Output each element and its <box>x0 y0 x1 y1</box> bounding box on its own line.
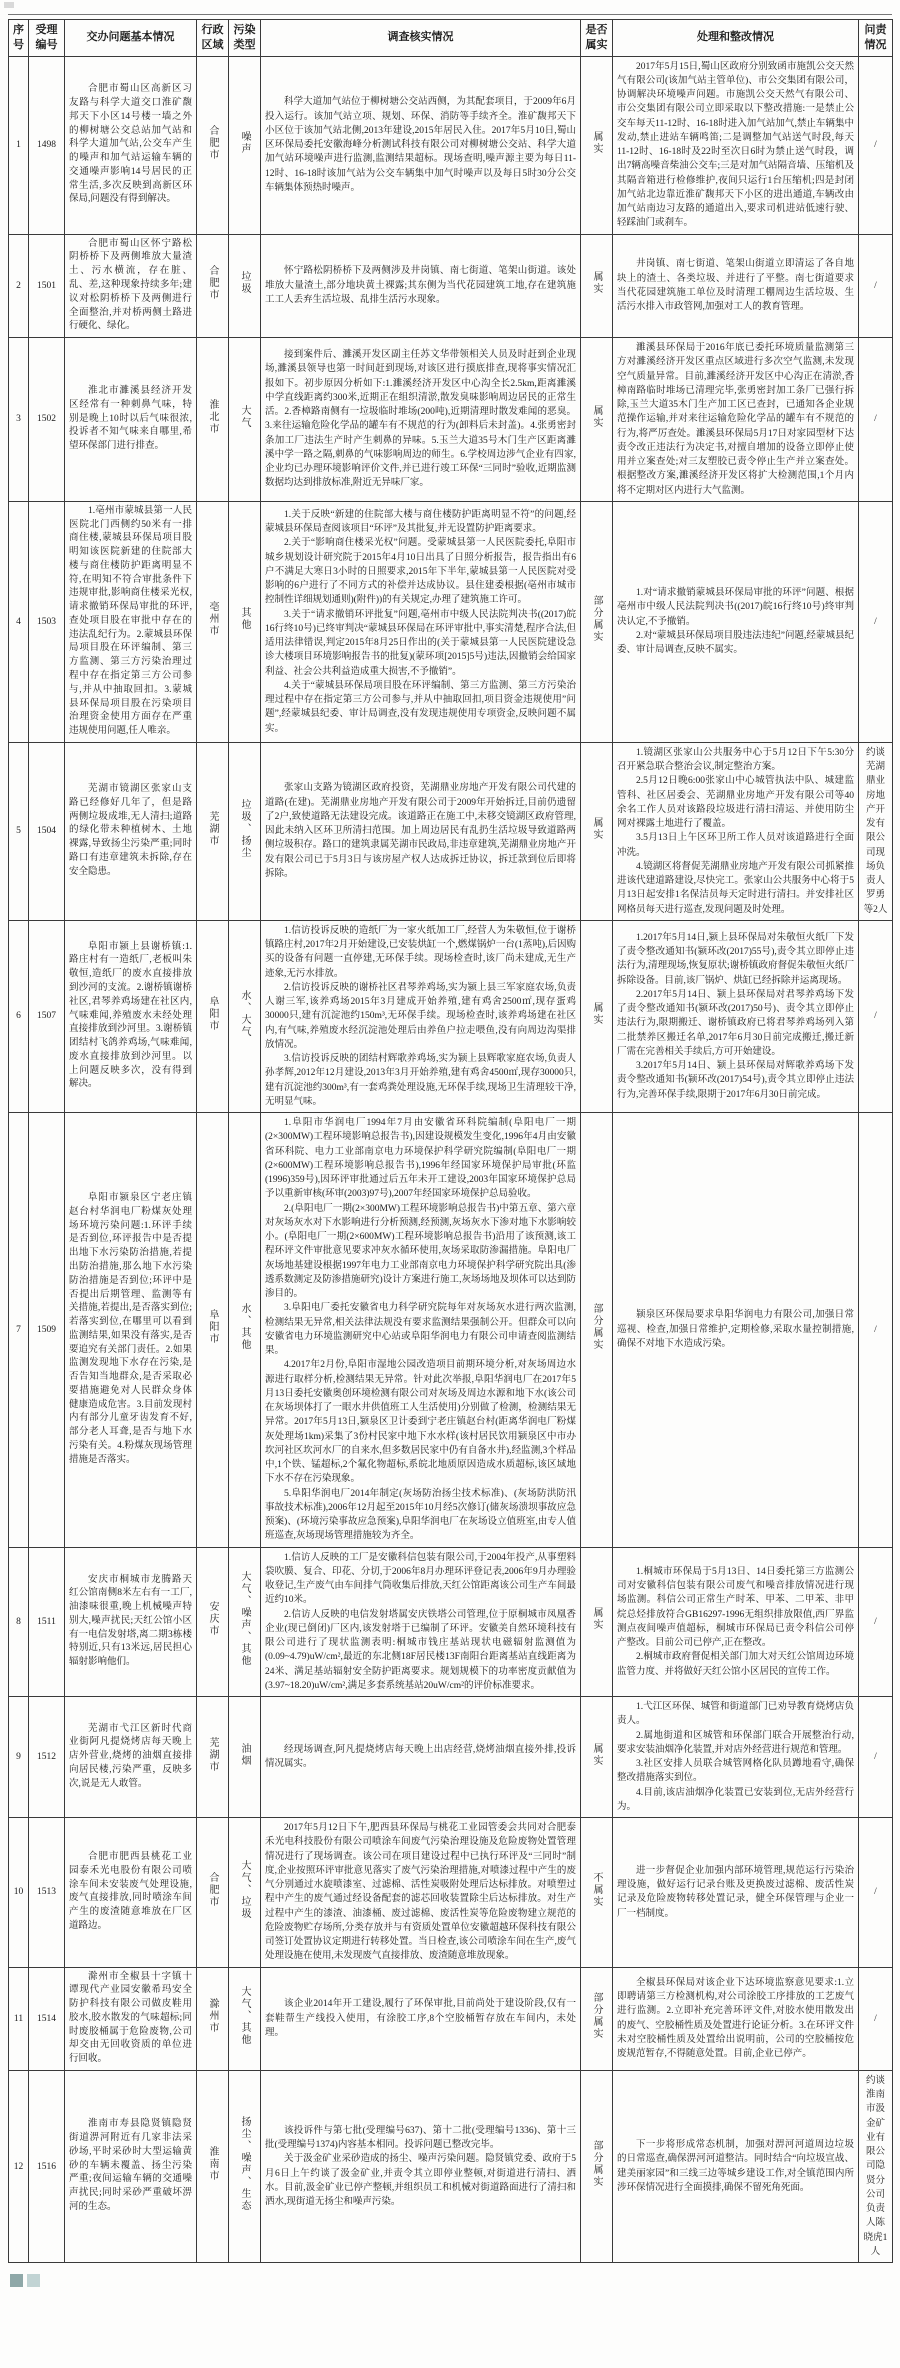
cell-serial-no: 10 <box>9 1818 29 1968</box>
cell-serial-no: 3 <box>9 338 29 502</box>
cell-problem: 合肥市蜀山区高新区习友路与科学大道交口淮矿馥邦天下小区14号楼一墙之外的柳树塘公交总站加气站和科学大道加气站,公交车产生的噪声和加气站运输车辆的交通噪声影响14号居民的正常生活,多次反映到高新区环保局,问题没有得到解决。 <box>65 56 197 234</box>
cell-region: 芜湖市 <box>197 742 229 920</box>
cell-region: 淮南市 <box>197 2070 229 2262</box>
cell-handling: 濉溪县环保局于2016年底已委托环境质量监测第三方对濉溪经济开发区重点区域进行多次空气监测,未发现空气质量异常。目前,濉溪经济开发区中心沟正在清淤,香樟南路临时堆场已清理完毕,张勇密封加工条厂已强行拆除,玉兰大道35木门生产加工区已查封，已通知各企业规范操作运输,并对来往运输危险化学品的罐车有不规范的行为,将严厉查处。濉溪县环保局5月17日对家园型材下达责令改正违法行为决定书,对擅自增加的设备立即停止使用并立案查处;对三友塑胶已责令停止生产并立案查处。根据整改方案,濉溪经济开发区将扩大检测范围,1个月内将不定期对区内进行大气监测。 <box>613 338 859 502</box>
cell-acceptance-no: 1502 <box>29 338 65 502</box>
column-header-2: 交办问题基本情况 <box>65 20 197 57</box>
cell-verified: 部分属实 <box>581 2070 613 2262</box>
cell-investigation: 该企业2014年开工建设,履行了环保审批,目前尚处于建设阶段,仅有一套鞋帮生产线投入使用，有涂胶工序,8个空胶桶暂存放在车间内，未处理。 <box>261 1967 581 2070</box>
cell-handling: 1.弋江区环保、城管和街道部门已劝导教育烧烤店负责人。 2.属地街道和区城管和环保部门联合开展整治行动,要求安装油烟净化装置,并对店外经营进行规范和管理。 3.社区安排人员联合城管网格化队员蹲地看守,确保整改措施落实到位。 4.目前,该店油烟净化装置已安装到位,无店外经营行为。 <box>613 1697 859 1818</box>
artifact-square-2 <box>27 2274 40 2287</box>
cell-accountability: / <box>859 56 893 234</box>
cell-investigation: 张家山支路为镜湖区政府投资，芜湖鼎业房地产开发有限公司代建的道路(在建)。芜湖鼎业房地产开发有限公司于2009年开始拆迁,目前仍遗留了2户,致使道路无法建设完成。该道路正在施工中,未移交镜湖区政府管理,因此未纳入区环卫所清扫范围。加上周边居民有乱扔生活垃圾导致道路两侧垃圾积存。路口的建筑隶属芜湖市民政局,非违章建筑,芜湖鼎业房地产开发有限公司已于5月3日与该房屋产权人达成拆迁协议，拆迁款到位后即将拆除。 <box>261 742 581 920</box>
cell-accountability: / <box>859 234 893 337</box>
cell-accountability: / <box>859 920 893 1112</box>
cell-region: 阜阳市 <box>197 1113 229 1548</box>
cell-handling: 颍泉区环保局要求阜阳华润电力有限公司,加强日常巡视、检查,加强日常维护,定期检修,采取水量控制措施,确保不对地下水造成污染。 <box>613 1113 859 1548</box>
cell-pollution-type: 大气、其他 <box>229 1967 261 2070</box>
cell-acceptance-no: 1512 <box>29 1697 65 1818</box>
cell-problem: 阜阳市颍泉区宁老庄镇赵台村华润电厂粉煤灰处理场环境污染问题:1.环评手续是否到位,环评报告中是否提出地下水污染防治措施,若提出防治措施,那么地下水污染防治措施是否到位;环评中是否提出后期管理、监测等有关措施,若提出,是否落实到位;若落实到位,在哪里可以看到监测结果,如果没有落实,是否要追究有关部门责任。2.如果监测发现地下水存在污染,是否告知当地群众,是否采取必要措施避免对人民群众身体健康造成危害。3.目前发现村内有部分儿童牙齿发育不好,部分老人耳聋,是否与地下水污染有关。4.粉煤灰现场管理措施是否落实。 <box>65 1113 197 1548</box>
cell-investigation: 该投诉件与第七批(受理编号637)、第十二批(受理编号1336)、第十三批(受理编号1374)内容基本相同。投诉问题已整改完毕。 关于汲金矿业采砂造成的扬尘、噪声污染问题。隐贤镇党委、政府于5月6日上午约谈了汲金矿业,并责令其立即停业整顿,对街道进行清扫、洒水。目前,汲金矿业已停产整顿,并组织员工和机械对街道路面进行了清扫和洒水,现街道无扬尘和噪声污染。 <box>261 2070 581 2262</box>
cell-investigation: 接到案件后、濉溪开发区副主任苏文华带领相关人员及时赶到企业现场,濉溪县领导也第一时间赶到现场,对该区进行摸底排查,现将事实情况汇报如下。初步原因分析如下:1.濉溪经济开发区中心沟全长2.5km,距离濉溪中学直线距离约300米,近期正在组织清淤,散发臭味影响周边居民的正常生活。2.香樟路南侧有一垃圾临时堆场(200吨),近期清理时散发难闻的恶臭。3.来往运输危险化学品的罐车有不规范的行为(卸料后未封盖)。4.张勇密封条加工厂违法生产时产生刺鼻的异味。5.玉兰大道35号木门生产区距离濉溪中学一路之隔,刺鼻的气味影响周边的师生。6.学校周边涉气企业有四家,企业均已办理环境影响评价文件,并已进行竣工环保“三同时”验收,近期监测数据均达到排放标准,附近无异味厂家。 <box>261 338 581 502</box>
cell-acceptance-no: 1503 <box>29 501 65 742</box>
cell-acceptance-no: 1511 <box>29 1547 65 1697</box>
cell-accountability: / <box>859 1547 893 1697</box>
column-header-7: 处理和整改情况 <box>613 20 859 57</box>
cell-investigation: 1.信访人反映的工厂是安徽科信包装有限公司,于2004年投产,从事塑料袋吹膜、复合、印花、分切,于2006年8月办理环评登记表,2006年9月办理验收登记,生产废气由车间排气筒收集后排放,天红公馆距离该公司生产车间最近约10米。 2.信访人反映的电信发射塔属安庆铁塔公司管理,位于原桐城市凤凰香企业(现已倒闭)厂区内,该发射塔于已编制了环评。安徽美自然环境科技有限公司进行了现状监测表明:桐城市钱庄基站现状电磁辐射监测值为(0.09~4.79)uW/cm²,最近的东北侧18F居民楼13F南阳台距离基站直线距离为24米、满足基站辐射安全防护距离要求。规划规模下的功率密度贡献值为(3.97~18.20)uW/cm²,满足多套系统基站20uW/cm²的评价标准要求。 <box>261 1547 581 1697</box>
cell-verified: 部分属实 <box>581 501 613 742</box>
cell-acceptance-no: 1501 <box>29 234 65 337</box>
cell-acceptance-no: 1509 <box>29 1113 65 1548</box>
table-row <box>9 742 893 920</box>
cell-problem: 芜湖市镜湖区张家山支路已经修好几年了，但是路两侧垃圾成堆,无人清扫;道路的绿化带未种植树木、土地裸露,导致扬尘污染严重;同时路口有违章建筑未拆除,存在安全隐患。 <box>65 742 197 920</box>
cell-pollution-type: 垃圾 <box>229 234 261 337</box>
cell-pollution-type: 其他 <box>229 501 261 742</box>
cell-problem: 淮北市濉溪县经济开发区经常有一种刺鼻气味，特别是晚上10时以后气味很浓,投诉者不知气味来自哪里,希望环保部门进行排查。 <box>65 338 197 502</box>
cell-acceptance-no: 1507 <box>29 920 65 1112</box>
cell-problem: 滁州市全椒县十字镇十谭现代产业园安徽希玛安全防护科技有限公司做皮鞋用胶水,胶水散发的气味超标;同时废胶桶属于危险废物,公司却交由无回收资质的单位进行回收。 <box>65 1967 197 2070</box>
scan-artifact-squares <box>10 2274 40 2287</box>
table-row <box>9 338 893 502</box>
column-header-6: 是否属实 <box>581 20 613 57</box>
cell-pollution-type: 扬尘、噪声、生态 <box>229 2070 261 2262</box>
cell-serial-no: 5 <box>9 742 29 920</box>
cell-handling: 2017年5月15日,蜀山区政府分别致函市施凯公交天然气有限公司(该加气站主管单位)、市公交集团有限公司，协调解决环境噪声问题。市施凯公交天然气有限公司、市公交集团有限公司立即采取以下整改措施:一是禁止公交车每天11-12时、16-18时进入加气站加气,禁止车辆集中发动,禁止进站车辆鸣笛;二是调整加气站送气时段,每天11-12时、16-18时及22时至次日6时为禁止送气时段，调出7辆高噪音柴油公交车;三是对加气站隔音墙、压缩机及其隔音箱进行检修维护,夜间只运行1台压缩机;四是封闭加气站北边靠近淮矿馥邦天下小区的进出通道,车辆改由加气站南边习友路的通道出入,要求司机进站低速行驶、轻踩油门或刹车。 <box>613 56 859 234</box>
cell-accountability: 约谈芜湖鼎业房地产开发有限公司现场负责人罗勇等2人 <box>859 742 893 920</box>
table-row <box>9 1547 893 1697</box>
cell-investigation: 2017年5月12日下午,肥西县环保局与桃花工业园管委会共同对合肥泰禾光电科技股份有限公司喷涂车间废气污染治理设施及危险废物处置管理情况进行了现场调查。该公司在项目建设过程中已执行环评及“三同时”制度,企业按照环评审批意见落实了废气污染治理措施,对喷漆过程中产生的废气分别通过水旋喷漆室、过滤棉、活性炭吸附处理后达标排放。对喷塑过程中产生的废气通过经设备配套的滤芯回收装置除尘后达标排放。对生产过程中产生的漆渣、油漆桶、废过滤棉、废活性炭等危险废物建立规范的危险废物贮存场所,分类存放并与有资质处置单位安徽超越环保科技有限公司签订处置协议定期进行转移处置。当日检查,该公司喷涂车间在生产,废气处理设施在使用,未发现废气直接排放、废渣随意堆放现象。 <box>261 1818 581 1968</box>
cell-handling: 1.2017年5月14日,颍上县环保局对朱敬恒火纸厂下发了责令整改通知书(颍环改(2017)55号),责令其立即停止违法行为,清理现场,恢复原状;谢桥镇政府督促朱敬恒火纸厂拆除设备。目前,该厂锅炉、烘缸已经拆除并运离现场。 2.2017年5月14日、颍上县环保局对君琴养鸡场下发了责令整改通知书(颍环改(2017)50号)、责令其立即停止违法行为,限期搬迁、谢桥镇政府已将君琴养鸡场列入第二批禁养区搬迁名单,2017年6月30日前完成搬迁,搬迁新厂需在完善相关手续后,方可开始建设。 3.2017年5月14日、颍上县环保局对辉歌养鸡场下发责令整改通知书(颍环改(2017)54号),责令其立即停止违法行为,完善环保手续,限期于2017年6月30日前完成。 <box>613 920 859 1112</box>
cell-verified: 属实 <box>581 338 613 502</box>
cell-serial-no: 4 <box>9 501 29 742</box>
table-row <box>9 1697 893 1818</box>
cell-region: 合肥市 <box>197 234 229 337</box>
header-row <box>9 20 893 57</box>
cell-investigation: 科学大道加气站位于柳树塘公交站西侧，为其配套项目，于2009年6月投入运行。该加气站立项、规划、环保、消防等手续齐全。淮矿馥邦天下小区位于该加气站北侧,2013年建设,2015年居民入住。2017年5月10日,蜀山区环保局委托安徽海峰分析测试科技有限公司对柳树塘公交站、科学大道加气站环境噪声进行监测,监测结果超标。现场查明,噪声源主要为每日11-12时、16-18时该加气站为公交车辆集中加气时噪声以及每日5时30分公交车辆集体预热时噪声。 <box>261 56 581 234</box>
cell-problem: 安庆市桐城市龙腾路天红公馆南侧8米左右有一工厂,油漆味很重,晚上机械噪声特别大,噪声扰民;天红公馆小区有一电信发射塔,离二期3栋楼特别近,只有13米远,居民担心辐射影响他们。 <box>65 1547 197 1697</box>
cell-problem: 合肥市蜀山区怀宁路松阴桥桥下及两侧堆放大量渣土、污水横流，存在脏、乱、差,这种现象持续多年;建议对松阴桥桥下及两侧进行全面整治,并对桥两侧土路进行硬化、绿化。 <box>65 234 197 337</box>
table-row <box>9 501 893 742</box>
cell-pollution-type: 水、大气 <box>229 920 261 1112</box>
cell-accountability: / <box>859 1697 893 1818</box>
cell-verified: 部分属实 <box>581 1113 613 1548</box>
cell-handling: 1.对“请求撤销蒙城县环保局审批的环评”问题、根据亳州市中级人民法院判决书((2017)皖16行终10号)终审判决认定,不予撤销。 2.对“蒙城县环保局项目股违法违纪”问题,经蒙城县纪委、审计局调查,反映不属实。 <box>613 501 859 742</box>
table-row <box>9 2070 893 2262</box>
cell-handling: 井岗镇、南七街道、笔架山街道立即清运了各自地块上的渣土、各类垃圾、并进行了平整。南七街道要求当代花园建筑施工单位及时清理工棚周边生活垃圾、生活污水排入市政管网,加强对工人的教育管理。 <box>613 234 859 337</box>
cell-verified: 属实 <box>581 920 613 1112</box>
cell-accountability: 约谈淮南市汲金矿业有限公司隐贤分公司负责人陈晓虎1人 <box>859 2070 893 2262</box>
cell-serial-no: 6 <box>9 920 29 1112</box>
table-row <box>9 1113 893 1548</box>
cell-serial-no: 9 <box>9 1697 29 1818</box>
cell-verified: 属实 <box>581 1547 613 1697</box>
cell-region: 亳州市 <box>197 501 229 742</box>
complaint-handling-table <box>8 19 893 2263</box>
table-header <box>9 20 893 57</box>
artifact-square-1 <box>10 2274 23 2287</box>
cell-verified: 属实 <box>581 742 613 920</box>
cell-region: 合肥市 <box>197 56 229 234</box>
cell-verified: 部分属实 <box>581 1967 613 2070</box>
cell-accountability: / <box>859 501 893 742</box>
cell-investigation: 1.关于反映“新建的住院部大楼与商住楼防护距离明显不符”的问题,经蒙城县环保局查阅该项目“环评”及其批复,并无设置防护距离要求。 2.关于“影响商住楼采光权”问题。受蒙城县第一人民医院委托,阜阳市城乡规划设计研究院于2015年4月10日出具了日照分析报告，报告指出有6户不满足大寒日3小时的日照要求,2015年下半年,蒙城县第一人民医院对受影响的6户进行了不同方式的补偿并达成协议。县住建委根据(亳州市城市控制性详细规划通则)(附件))的有关规定,办理了建筑施工许可。 3.关于“请求撤销环评批复”问题,亳州市中级人民法院判决书((2017)皖16行终10号)已终审判决“蒙城县环保局在环评审批中,事实清楚,程序合法,但适用法律错误,判定2015年8月25日作出的(关于蒙城县第一人民医院建设急诊大楼项目环境影响报告书的批复)(蒙环项[2015]5号)违法,因撤销会给国家利益、社会公共利益造成重大损害,不予撤销”。 4.关于“蒙城县环保局项目股在环评编制、第三方监测、第三方污染治理过程中存在指定第三方公司参与,并从中抽取回扣,项目资金违规使用”问题”,经蒙城县纪委、审计局调查,没有发现违规使用专项资金,反映问题不属实。 <box>261 501 581 742</box>
column-header-8: 问责情况 <box>859 20 893 57</box>
cell-accountability: / <box>859 1818 893 1968</box>
cell-pollution-type: 大气 <box>229 338 261 502</box>
cell-handling: 下一步将形成常态机制，加强对淠河河道周边垃圾的日常巡查,确保淠河河道整洁。同时结合“向垃圾宣战、建美丽家园”和三线三边等城乡建设工作,对全镇范围内所涉环保情况进行全面摸排,确保不留死角死面。 <box>613 2070 859 2262</box>
cell-serial-no: 1 <box>9 56 29 234</box>
top-rule <box>8 14 892 15</box>
table-row <box>9 1818 893 1968</box>
cell-serial-no: 7 <box>9 1113 29 1548</box>
table-row <box>9 920 893 1112</box>
table-row <box>9 1967 893 2070</box>
column-header-1: 受理编号 <box>29 20 65 57</box>
cell-handling: 进一步督促企业加强内部环境管理,规范运行污染治理设施，做好运行记录台账及更换废过滤棉、废活性炭记录及危险废物转移处置记录，健全环保管理与企业一厂一档制度。 <box>613 1818 859 1968</box>
table-row <box>9 56 893 234</box>
column-header-3: 行政区域 <box>197 20 229 57</box>
cell-region: 芜湖市 <box>197 1697 229 1818</box>
table-row <box>9 234 893 337</box>
cell-acceptance-no: 1498 <box>29 56 65 234</box>
column-header-0: 序号 <box>9 20 29 57</box>
cell-investigation: 1.阜阳市华润电厂1994年7月由安徽省环科院编制(阜阳电厂一期(2×300MW)工程环境影响总报告书),因建设规模发生变化,1996年4月由安徽省环科院、电力工业部南京电力环境保护科学研究院编制(阜阳电厂一期(2×600MW)工程环境影响总报告书),1996年经国家环境保护局审批(环监(1996)359号),因环评审批通过后五年未开工建设,2003年国家环境保护总局予以重新审核(环审(2003)97号),2007年经国家环境保护总局验收。 2.(阜阳电厂一期(2×300MW)工程环境影响总报告书)中第五章、第六章对灰场灰水对下水影响进行分析预测,经预测,灰场灰水下渗对地下水影响较小。(阜阳电厂一期(2×600MW)工程环境影响总报告书)沿用了该预测,该工程环评文件审批意见要求冲灰水循环使用,灰场采取防渗漏措施。阜阳电厂灰场地基建设根据1997年电力工业部南京电力环境保护科学研究院出具(渗透系数测定及防渗措施研究)设计方案进行施工,灰场场地及坝体可以达到防渗目的。 3.阜阳电厂委托安徽省电力科学研究院每年对灰场灰水进行两次监测,检测结果无异常,相关法律法规没有要求监测结果强制公开。但群众可以向安徽省电力环境监测研究中心站或阜阳华润电力有限公司申请查阅监测结果。 4.2017年2月份,阜阳市湿地公园改造项目前期环境分析,对灰场周边水源进行取样分析,检测结果无异常。针对此次举报,阜阳华润电厂在2017年5月13日委托安徽奥创环境检测有限公司对灰场及周边水源和地下水(该公司在灰场坝体打了一眼水井供值班工人生活使用)分别做了检测，检测结果无异常。2017年5月13日,颍泉区卫计委到宁老庄镇赵台村(距离华润电厂粉煤灰处理场1km)采集了3份村民家中地下水水样(该村居民饮用颍泉区中市办坎河社区坎河水厂的自来水,但多数居民家中仍有自备水井),经监测,3个样品中,1个铁、锰超标,2个氟化物超标,系皖北地质原因造成水质超标,该区域地下水不存在污染现象。 5.阜阳华润电厂2014年制定(灰场防治扬尘技术标准)、(灰场防洪防汛事故技术标准),2006年12月起至2015年10月经5次修订(储灰场溃坝事故应急预案)、(环境污染事故应急预案),阜阳华润电厂在灰场设立值班室,由专人值班巡查,灰场现场管理措施较为齐全。 <box>261 1113 581 1548</box>
cell-region: 阜阳市 <box>197 920 229 1112</box>
cell-problem: 淮南市寿县隐贤镇隐贤街道淠河附近有几家非法采砂场,平时采砂时大型运输黄砂的车辆未覆盖、扬尘污染严重;夜间运输车辆的交通噪声扰民;同时采砂严重破坏淠河的生态。 <box>65 2070 197 2262</box>
cell-pollution-type: 水、其他 <box>229 1113 261 1548</box>
cell-acceptance-no: 1516 <box>29 2070 65 2262</box>
cell-acceptance-no: 1504 <box>29 742 65 920</box>
cell-investigation: 1.信访投诉反映的造纸厂为一家火纸加工厂,经营人为朱敬恒,位于谢桥镇路庄村,2017年2月开始建设,已安装烘缸一个,燃煤锅炉一台(1蒸吨),后因购买的设备有问题一直停建,无环保手续。现场检查时,该厂尚未建成,无生产迹象,无污水排放。 2.信访投诉反映的谢桥社区君琴养鸡场,实为颍上县三军家庭农场,负责人谢三军,该养鸡场2015年3月建成开始养殖,建有鸡舍2500㎡,现存蛋鸡30000只,建有沉淀池约150m³,无环保手续。现场检查时,该养鸡场建在社区内,有气味,养殖废水经沉淀池处理后由养鱼户拉走喂鱼,没有向周边沟渠排放情况。 3.信访投诉反映的团结村辉歌养鸡场,实为颍上县辉歌家庭农场,负责人孙孝辉,2012年12月建设,2013年3月开始养殖,建有鸡舍4500㎡,现存30000只,建有沉淀池约300m³,有一套鸡粪处理设施,无环保手续,现场卫生清理较干净,无明显气味。 <box>261 920 581 1112</box>
cell-pollution-type: 噪声 <box>229 56 261 234</box>
cell-handling: 1.桐城市环保局于5月13日、14日委托第三方监测公司对安徽科信包装有限公司废气和噪音排放情况进行现场监测。科信公司正常生产时苯、甲苯、二甲苯、非甲烷总烃排放符合GB16297-1996无组织排放限值,西厂界监测点夜间噪声值超标，桐城市环保局已责令科信公司停产整改。目前公司已停产,正在整改。 2.桐城市政府督促相关部门加大对天红公馆周边环境监管力度、并将做好天红公馆小区居民的宣传工作。 <box>613 1547 859 1697</box>
cell-accountability: / <box>859 338 893 502</box>
cell-handling: 1.镜湖区张家山公共服务中心于5月12日下午5:30分召开紧急联合整治会议,制定整治方案。 2.5月12日晚6:00张家山中心城管执法中队、城建监管科、社区居委会、芜湖鼎业房地产开发有限公司等40余名工作人员对该路段垃圾进行清扫清运、并使用防尘网对裸露土地进行了覆盖。 3.5月13日上午区环卫所工作人员对该道路进行全面冲洗。 4.镜湖区将督促芜湖鼎业房地产开发有限公司抓紧推进该代建道路建设,尽快完工。张家山公共服务中心将于5月13日起安排1名保洁员每天定时进行清扫。并安排社区网格员每天进行巡查,发现问题及时处理。 <box>613 742 859 920</box>
column-header-5: 调查核实情况 <box>261 20 581 57</box>
cell-problem: 阜阳市颍上县谢桥镇:1.路庄村有一造纸厂,老板叫朱敬恒,造纸厂的废水直接排放到沙河的支流。2.谢桥镇谢桥社区,君琴养鸡场建在社区内,气味难闻,养殖废水未经处理直接排放到沙河里。3.谢桥镇团结村飞鸽养鸡场,气味难闻,废水直接排放到沙河里。以上问题反映多次，没有得到解决。 <box>65 920 197 1112</box>
scan-artifact-top <box>4 2 14 8</box>
cell-handling: 全椒县环保局对该企业下达环境监察意见要求:1.立即聘请第三方检测机构,对公司涂胶工序排放的工艺废气进行监测。2.立即补充完善环评文件,对胶水使用散发出的废气、空胶桶性质及处置进行论证分析。3.在环评文件未对空胶桶性质及处置给出说明前，公司的空胶桶按危废规范暂存,不得随意处置。目前,企业已停产。 <box>613 1967 859 2070</box>
cell-verified: 属实 <box>581 1697 613 1818</box>
cell-accountability: / <box>859 1967 893 2070</box>
cell-serial-no: 12 <box>9 2070 29 2262</box>
cell-region: 淮北市 <box>197 338 229 502</box>
cell-investigation: 怀宁路松阴桥桥下及两侧涉及井岗镇、南七街道、笔架山街道。该处堆放大量渣土,部分地块黄土裸露;其东侧为当代花园建筑工地,存在建筑施工工人丢弃生活垃圾、乱排生活污水现象。 <box>261 234 581 337</box>
cell-problem: 芜湖市弋江区新时代商业街阿凡提烧烤店每天晚上店外营业,烧烤的油烟直接排向居民楼,污染严重，反映多次,说是无人敢管。 <box>65 1697 197 1818</box>
cell-serial-no: 2 <box>9 234 29 337</box>
cell-region: 滁州市 <box>197 1967 229 2070</box>
column-header-4: 污染类型 <box>229 20 261 57</box>
cell-accountability: / <box>859 1113 893 1548</box>
cell-verified: 属实 <box>581 234 613 337</box>
cell-region: 安庆市 <box>197 1547 229 1697</box>
cell-serial-no: 8 <box>9 1547 29 1697</box>
cell-problem: 合肥市肥西县桃花工业园泰禾光电股份有限公司喷涂车间未安装废气处理设施,废气直接排放,同时喷涂车间产生的废渣随意堆放在厂区道路边。 <box>65 1818 197 1968</box>
cell-pollution-type: 大气、垃圾 <box>229 1818 261 1968</box>
cell-investigation: 经现场调查,阿凡提烧烤店每天晚上出店经营,烧烤油烟直接外排,投诉情况属实。 <box>261 1697 581 1818</box>
cell-pollution-type: 大气、噪声、其他 <box>229 1547 261 1697</box>
cell-problem: 1.亳州市蒙城县第一人民医院北门西侧约50米有一排商住楼,蒙城县环保局项目股明知该医院新建的住院部大楼与商住楼防护距离明显不符,在明知不符合审批条件下违规审批,影响商住楼采光权,请求撤销环保局审批的环评,查处项目股在审批中存在的违法乱纪行为。2.蒙城县环保局项目股在环评编制、第三方监测、第三方污染治理过程中存在指定第三方公司参与,并从中抽取回扣。3.蒙城县环保局项目股在污染项目治理资金使用方面存在严重违规使用问题,任人唯亲。 <box>65 501 197 742</box>
cell-pollution-type: 垃圾、扬尘 <box>229 742 261 920</box>
cell-serial-no: 11 <box>9 1967 29 2070</box>
cell-verified: 不属实 <box>581 1818 613 1968</box>
cell-verified: 属实 <box>581 56 613 234</box>
cell-acceptance-no: 1513 <box>29 1818 65 1968</box>
cell-region: 合肥市 <box>197 1818 229 1968</box>
cell-acceptance-no: 1514 <box>29 1967 65 2070</box>
cell-pollution-type: 油烟 <box>229 1697 261 1818</box>
